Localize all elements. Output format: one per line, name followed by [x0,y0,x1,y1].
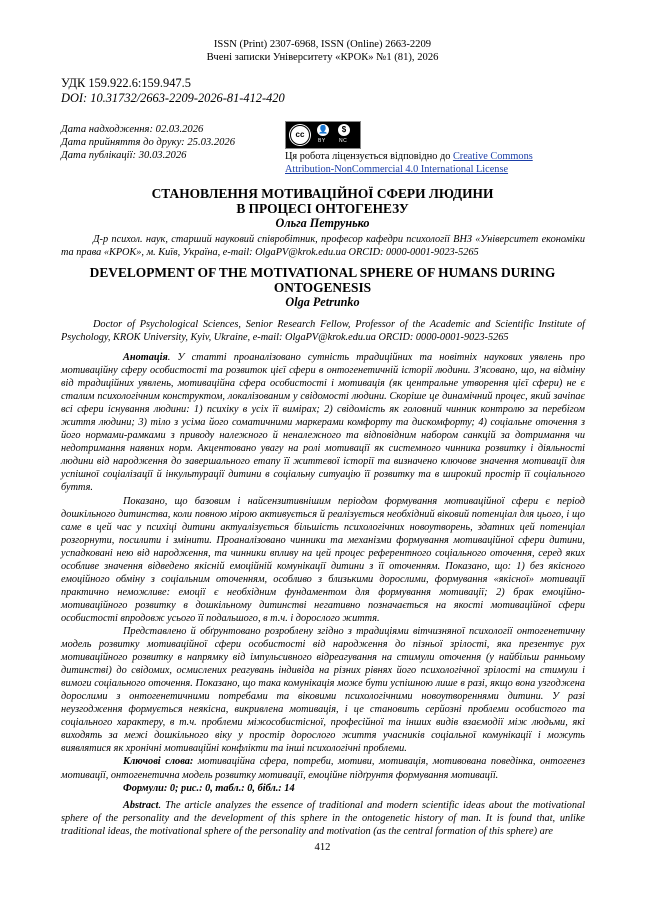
license-link[interactable]: Creative Commons [452,151,533,162]
article-counts: Формули: 0; рис.: 0, табл.: 0, бібл.: 14 [123,782,295,794]
doi[interactable]: DOI: 10.31732/2663-2209-2026-81-412-420 [61,90,285,105]
keywords-label: Ключові слова: [123,756,194,768]
author-en: Olga Petrunko [285,295,360,309]
date-published: Дата публікації: 30.03.2026 [61,150,187,161]
annotation-paragraph-3: Представлено й обґрунтовано розроблену згідно з традиціями вітчизняної психології онтогенетичну модель розвитку мотиваційної сфери особистості від народження до пізньої зрілості, яка презентує рух мотиваційного розвитку в напрямку від імпульсивного відреагування на стимули оточення (у найбільш ранньому дитинстві) до свідомих, осмислених реагувань індивіда на різних рівнях його психологічної зрілості на стимули і вимоги соціального оточення. Показано, що така комунікація може бути успішною лише в разі, якщо вона узгоджена дорослими з онтогенетичними потребами та віковими психологічними новоутвореннями дитини. У разі неузгодження формується неякісна, викривлена мотивація, і це становить серйозні проблеми особистого та соціального характеру, в т.ч. проблеми міжособистісної, професійної та інших видів взаємодії між людьми, які виходять за межі дошкільного віку у простір дорослого життя учасників соціальної комунікації і можуть виявлятися як хронічні мотиваційні конфлікти та інші психологічні проблеми. [61,625,585,755]
cc-icon: cc [290,125,310,145]
issn-line: ISSN (Print) 2307-6968, ISSN (Online) 2663-2209 [213,39,432,50]
title-en-line1: DEVELOPMENT OF THE MOTIVATIONAL SPHERE OF HUMANS DURING [89,265,556,280]
attribution-icon: 👤 [318,125,328,134]
date-accepted: Дата прийняття до друку: 25.03.2026 [61,137,236,148]
page-number: 412 [314,842,331,853]
abstract-text: . The article analyzes the essence of traditional and modern scientific ideas about the motivational sphere of the personality and the development of this sphere in the ontogenetic history of man. It is found that, unlike traditional ideas, the motivational sphere of the personality and motivation (as the central formation of this sphere) are [61,800,585,838]
abstract-label: Abstract [123,800,159,811]
title-ukrainian [0,187,645,230]
title-en-line2: ONTOGENESIS [273,279,372,295]
keywords-text: мотиваційна сфера, потреби, мотиви, мотивація, мотивована поведінка, онтогенез мотивації, онтогенетична модель розвитку мотивації, емоційне підґрунтя формування мотивації. [61,756,585,781]
license-text: Ця робота ліцензується відповідно до [285,151,453,162]
annotation-text-1: . У статті проаналізовано сутність традиційних та новітніх наукових уявлень про мотиваційну сферу особистості та розвиток цієї сфери в онтогенетичній історії людини. З'ясовано, що, на відміну від традиційних уявлень, мотиваційна сфера особистості і мотивація (як центральне утворення цієї сфери) не є сталим психологічним конструктом, локалізованим у свідомості людини. Скоріше це динамічний процес, який зачіпає всі сфери існування людини: 1) психіку в усіх її вимірах; 2) свідомість як головний чинник контролю за перебігом життя людини; 3) тіло з усіма його соматичними маркерами комфорту та дискомфорту; 4) соціальне оточення з його нормами-рамками з приводу належного й неналежного та відповідним набором санкцій за дотримання чи недотримання наявних норм. Акцентовано увагу на ролі мотивації як системного чинника розвитку і діяльності людини від народження до завершального етапу її життєвої історії та визначено ключове значення мотивації для успішної соціалізації й інкультурації дитини в соціальну ситуацію її розвитку та в широкий простір її соціального буття. [61,352,585,494]
annotation-ua [61,351,585,795]
title-ua-line2: В ПРОЦЕСІ ОНТОГЕНЕЗУ [236,200,409,216]
abstract-paragraph [61,799,585,838]
by-label: BY [318,137,326,144]
author-ua: Ольга Петрунько [275,216,370,230]
journal-name: Вчені записки Університету «КРОК» №1 (81), 2026 [206,52,439,63]
affiliation-ua: Д-р психол. наук, старший науковий співробітник, професор кафедри психології ВНЗ «Університет економіки та права «КРОК», м. Київ, Україна, e-mail: OlgaPV@krok.edu.ua ORCID: 0000-0001-9023-5265 [61,234,585,258]
license-block [285,121,533,176]
title-english [0,266,645,309]
publication-dates [61,123,235,162]
annotation-paragraph-1 [61,351,585,495]
identifiers [61,76,285,105]
nc-label: NC [339,137,348,144]
date-received: Дата надходження: 02.03.2026 [61,124,204,135]
udc-code: УДК 159.922.6:159.947.5 [61,76,191,90]
title-ua-line1: СТАНОВЛЕННЯ МОТИВАЦІЙНОЇ СФЕРИ ЛЮДИНИ [151,186,494,201]
abstract-en [61,799,585,838]
affiliation-en: Doctor of Psychological Sciences, Senior Research Fellow, Professor of the Academic and Scientific Institute of Psychology, KROK University, Kyiv, Ukraine, e-mail: OlgaPV@krok.edu.ua ORCID: 0000-0001-9023-5265 [61,319,585,343]
annotation-label: Анотація [123,352,168,363]
journal-header [0,38,645,64]
noncommercial-icon: $ [338,124,350,136]
annotation-paragraph-2: Показано, що базовим і найсензитивнішим періодом формування мотиваційної сфери є період дошкільного дитинства, коли повною мірою активується й реалізується необхідний віковий потенціал для цього, і що саме в цей час у психіці дитини актуалізується більшість психологічних новоутворень, здатних цей потенціал розгорнути, посилити і змінити. Проаналізовано чинники та механізми формування мотиваційної сфери дитини, успадковані нею від народження, та чинники впливу на цей процес референтного соціального оточення, серед яких особливе значення відведено якісній емоційній комунікації дитини з її оточенням. Показано, що: 1) без якісного емоційного обміну з соціальним оточенням, особливо з близькими дорослими, формування «якісної» мотивації практично неможливе: емоції є необхідним фундаментом для формування мотивації; 2) брак емоційно-мотиваційного розвитку в дошкільному дитинстві негативно позначається на якості мотиваційної сфери особистості впродовж усього її подальшого, в т.ч. і дорослого життя. [61,495,585,624]
keywords-ua [61,755,585,781]
license-link-continued[interactable]: Attribution-NonCommercial 4.0 International License [285,163,509,175]
cc-by-nc-badge[interactable] [285,121,361,149]
